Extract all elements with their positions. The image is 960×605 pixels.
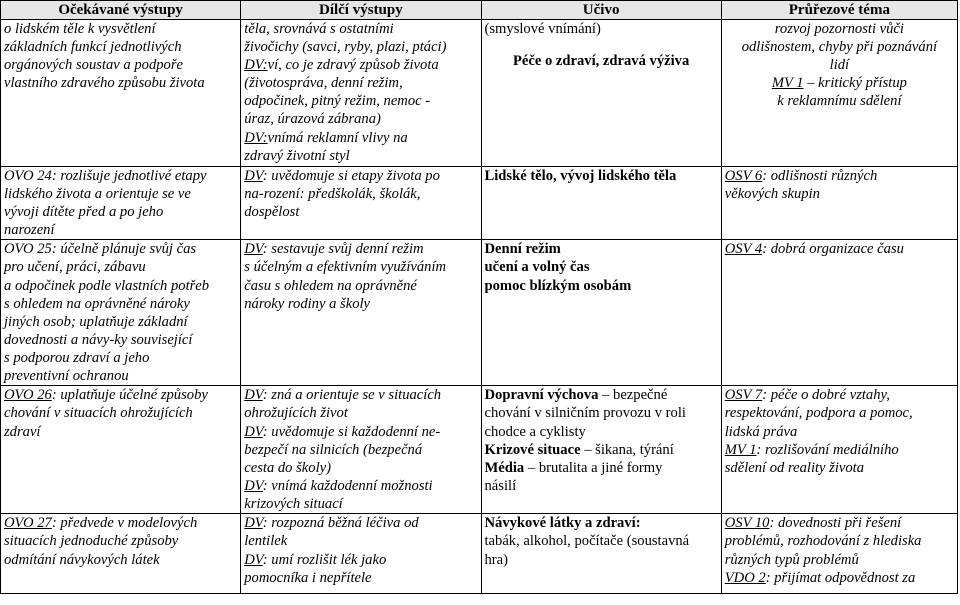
header-cross-cutting-theme: Průřezové téma (721, 1, 957, 20)
row1-partial-cell: DV: uvědomuje si etapy života po na-rození: předškolák, školák, dospělost (241, 167, 481, 240)
row1-curriculum-cell: Lidské tělo, vývoj lidského těla (481, 167, 721, 240)
row2-partial-cell: DV: sestavuje svůj denní režim s účelným a efektivním využíváním času s ohledem na oprávněné nároky rodiny a školy (241, 240, 481, 386)
row4-curriculum-cell: Návykové látky a zdraví: tabák, alkohol, počítače (soustavná hra) (481, 514, 721, 594)
table-row (1, 514, 958, 594)
table-row (1, 240, 958, 386)
row2-theme-cell: OSV 4: dobrá organizace času (721, 240, 957, 386)
row1-outcomes-cell: OVO 24: rozlišuje jednotlivé etapy lidského života a orientuje se ve vývoji dítěte před a po jeho narození (1, 167, 241, 240)
row2-curriculum-cell: Denní režim učení a volný čas pomoc blízkým osobám (481, 240, 721, 386)
row1-theme-cell: OSV 6: odlišnosti různých věkových skupin (721, 167, 957, 240)
row3-theme-cell: OSV 7: péče o dobré vztahy, respektování, podpora a pomoc, lidská práva MV 1: rozlišování mediálního sdělení od reality života (721, 386, 957, 514)
table-row (1, 386, 958, 514)
header-partial-outcomes: Dílčí výstupy (241, 1, 481, 20)
table-row (1, 167, 958, 240)
row3-outcomes-cell: OVO 26: uplatňuje účelné způsoby chování v situacích ohrožujících zdraví (1, 386, 241, 514)
header-curriculum: Učivo (481, 1, 721, 20)
row0-outcomes-cell: o lidském těle k vysvětlení základních funkcí jednotlivých orgánových soustav a podpoře vlastního zdravého způsobu života (1, 20, 241, 167)
row3-partial-cell: DV: zná a orientuje se v situacích ohrožujících život DV: uvědomuje si každodenní ne- bezpečí na silnicích (bezpečná cesta do školy) DV: vnímá každodenní možnosti krizových situací (241, 386, 481, 514)
table-row (1, 20, 958, 167)
row4-outcomes-cell: OVO 27: předvede v modelových situacích jednoduché způsoby odmítání návykových látek (1, 514, 241, 594)
row2-outcomes-cell: OVO 25: účelně plánuje svůj čas pro učení, práci, zábavu a odpočinek podle vlastních potřeb s ohledem na oprávněné nároky jiných osob; uplatňuje základní dovednosti a návy-ky související s podporou zdraví a jeho preventivní ochranou (1, 240, 241, 386)
row0-partial-cell: těla, srovnává s ostatními živočichy (savci, ryby, plazi, ptáci) DV:ví, co je zdravý způsob života (životospráva, denní režim, odpočinek, pitný režim, nemoc - úraz, úrazová zábrana) DV:vnímá reklamní vlivy na zdravý životní styl (241, 20, 481, 167)
row0-curriculum-cell: (smyslové vnímání) Péče o zdraví, zdravá výživa (481, 20, 721, 167)
row4-theme-cell: OSV 10: dovednosti při řešení problémů, rozhodování z hlediska různých typů problémů VDO 2: přijímat odpovědnost za (721, 514, 957, 594)
row4-partial-cell: DV: rozpozná běžná léčiva od lentilek DV: umí rozlišit lék jako pomocníka i nepřítele (241, 514, 481, 594)
header-expected-outcomes: Očekávané výstupy (1, 1, 241, 20)
header-row (1, 1, 958, 20)
row3-curriculum-cell: Dopravní výchova – bezpečné chování v silničním provozu v roli chodce a cyklisty Krizové situace – šikana, týrání Média – brutalita a jiné formy násilí (481, 386, 721, 514)
row0-theme-cell: rozvoj pozornosti vůči odlišnostem, chyby při poznávání lidí MV 1 – kritický přístup k reklamnímu sdělení (721, 20, 957, 167)
